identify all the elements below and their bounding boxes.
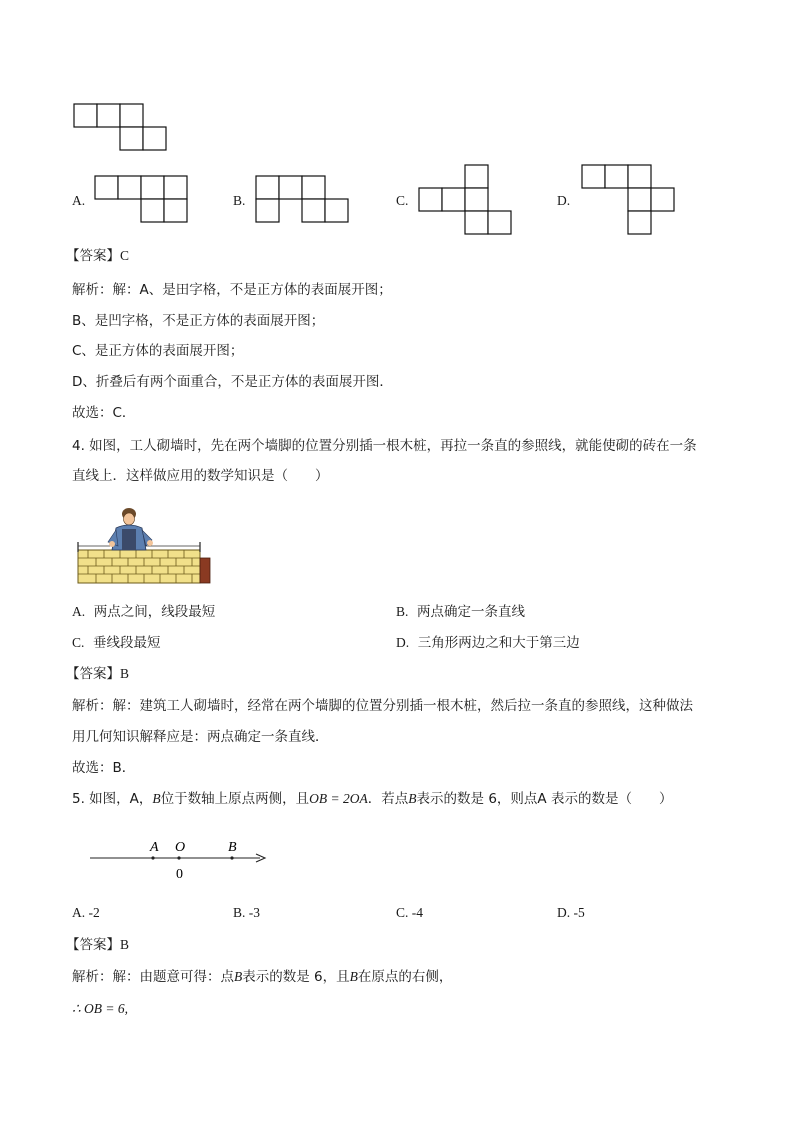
option-text: 两点确定一条直线 xyxy=(416,604,525,620)
net-square xyxy=(419,188,442,211)
net-square xyxy=(628,188,651,211)
q4-conclusion: 故选：B． xyxy=(72,760,136,776)
q4-option-b xyxy=(396,603,525,621)
net-square xyxy=(141,176,164,199)
bricklayer-illustration xyxy=(74,506,214,586)
net-square xyxy=(120,127,143,150)
answer-value: B xyxy=(120,666,130,681)
net-square xyxy=(651,188,674,211)
origin-value: 0 xyxy=(176,867,183,882)
q5-stem xyxy=(72,790,672,808)
analysis-text: 表示的数是 6，且 xyxy=(242,969,350,985)
net-square xyxy=(256,199,279,222)
q5-option-d: D. -5 xyxy=(557,905,585,920)
net-square xyxy=(302,176,325,199)
q5-answer xyxy=(66,936,129,954)
net-square xyxy=(97,104,120,127)
net-square xyxy=(164,176,187,199)
net-square xyxy=(628,211,651,234)
point-a-dot xyxy=(151,856,154,859)
q5-option-c: C. -4 xyxy=(396,905,423,920)
net-square xyxy=(302,199,325,222)
analysis-text: 解析：解：由题意可得：点 xyxy=(72,969,234,985)
point-b: B xyxy=(408,791,417,806)
net-square xyxy=(442,188,465,211)
net-square xyxy=(143,127,166,150)
q4-analysis: 用几何知识解释应是：两点确定一条直线． xyxy=(72,729,329,745)
point-o-dot xyxy=(177,856,180,859)
net-square xyxy=(582,165,605,188)
stem-text: 位于数轴上原点两侧，且 xyxy=(160,791,310,807)
option-letter: A. xyxy=(72,604,86,619)
number-line xyxy=(90,836,270,886)
question-net-figure xyxy=(74,104,169,152)
point-a-label: A xyxy=(150,840,159,855)
net-square xyxy=(118,176,141,199)
option-b-net xyxy=(256,176,351,224)
option-b-label: B. xyxy=(233,193,246,208)
net-square xyxy=(465,188,488,211)
net-square xyxy=(95,176,118,199)
option-letter: C. xyxy=(72,635,85,650)
net-square xyxy=(488,211,511,234)
net-square xyxy=(279,176,302,199)
q5-option-a: A. -2 xyxy=(72,905,100,920)
q4-stem: 4. 如图，工人砌墙时，先在两个墙脚的位置分别插一根木桩，再拉一条直的参照线，就能使砌的砖在一条 xyxy=(72,438,697,454)
answer-tag: 【答案】 xyxy=(66,248,120,264)
q5-final-line: ∴ OB = 6, xyxy=(72,1001,128,1016)
q3-analysis-line: C、是正方体的表面展开图； xyxy=(72,343,244,359)
option-c-net xyxy=(419,165,514,236)
analysis-text: 在原点的右侧， xyxy=(357,969,453,985)
q3-analysis-line: D、折叠后有两个面重合，不是正方体的表面展开图． xyxy=(72,374,393,390)
net-square xyxy=(628,165,651,188)
point-b: B xyxy=(234,969,243,984)
stem-text: 5. 如图，A， xyxy=(72,791,153,807)
option-a-net xyxy=(95,176,190,224)
option-letter: D. xyxy=(396,635,410,650)
q5-analysis xyxy=(72,968,452,986)
q4-option-c xyxy=(72,634,160,652)
option-d-label: D. xyxy=(557,193,571,208)
option-d-net xyxy=(582,165,677,236)
net-square xyxy=(465,165,488,188)
option-c-label: C. xyxy=(396,193,409,208)
answer-value: C xyxy=(120,248,130,263)
option-text: 两点之间，线段最短 xyxy=(93,604,216,620)
net-square xyxy=(141,199,164,222)
option-a-label: A. xyxy=(72,193,86,208)
q4-option-a xyxy=(72,603,215,621)
point-b: B xyxy=(349,969,358,984)
point-b: B xyxy=(152,791,161,806)
net-square xyxy=(164,199,187,222)
q3-analysis-line: 解析：解：A、是田字格，不是正方体的表面展开图； xyxy=(72,282,392,298)
q3-conclusion: 故选：C． xyxy=(72,405,136,421)
answer-tag: 【答案】 xyxy=(66,666,120,682)
answer-tag: 【答案】 xyxy=(66,937,120,953)
q3-analysis-line: B、是凹字格，不是正方体的表面展开图； xyxy=(72,313,325,329)
net-square xyxy=(605,165,628,188)
point-b-dot xyxy=(230,856,233,859)
net-square xyxy=(465,211,488,234)
option-text: 垂线段最短 xyxy=(92,635,161,651)
net-square xyxy=(120,104,143,127)
net-square xyxy=(325,199,348,222)
q4-analysis: 解析：解：建筑工人砌墙时，经常在两个墙脚的位置分别插一根木桩，然后拉一条直的参照线，这种做法 xyxy=(72,698,693,714)
option-letter: B. xyxy=(396,604,409,619)
stem-text: 表示的数是 6，则点A 表示的数是（ ） xyxy=(416,791,673,807)
q5-option-b: B. -3 xyxy=(233,905,260,920)
net-square xyxy=(256,176,279,199)
q4-answer xyxy=(66,665,129,683)
point-o-label: O xyxy=(175,840,186,855)
option-text: 三角形两边之和大于第三边 xyxy=(417,635,580,651)
point-b-label: B xyxy=(228,840,237,855)
q3-answer xyxy=(66,247,129,265)
answer-value: B xyxy=(120,937,130,952)
q4-option-d xyxy=(396,634,580,652)
equation: OB = 2OA xyxy=(309,791,368,806)
q4-stem: 直线上．这样做应用的数学知识是（ ） xyxy=(72,468,329,484)
stem-text: ．若点 xyxy=(367,791,409,807)
net-square xyxy=(74,104,97,127)
